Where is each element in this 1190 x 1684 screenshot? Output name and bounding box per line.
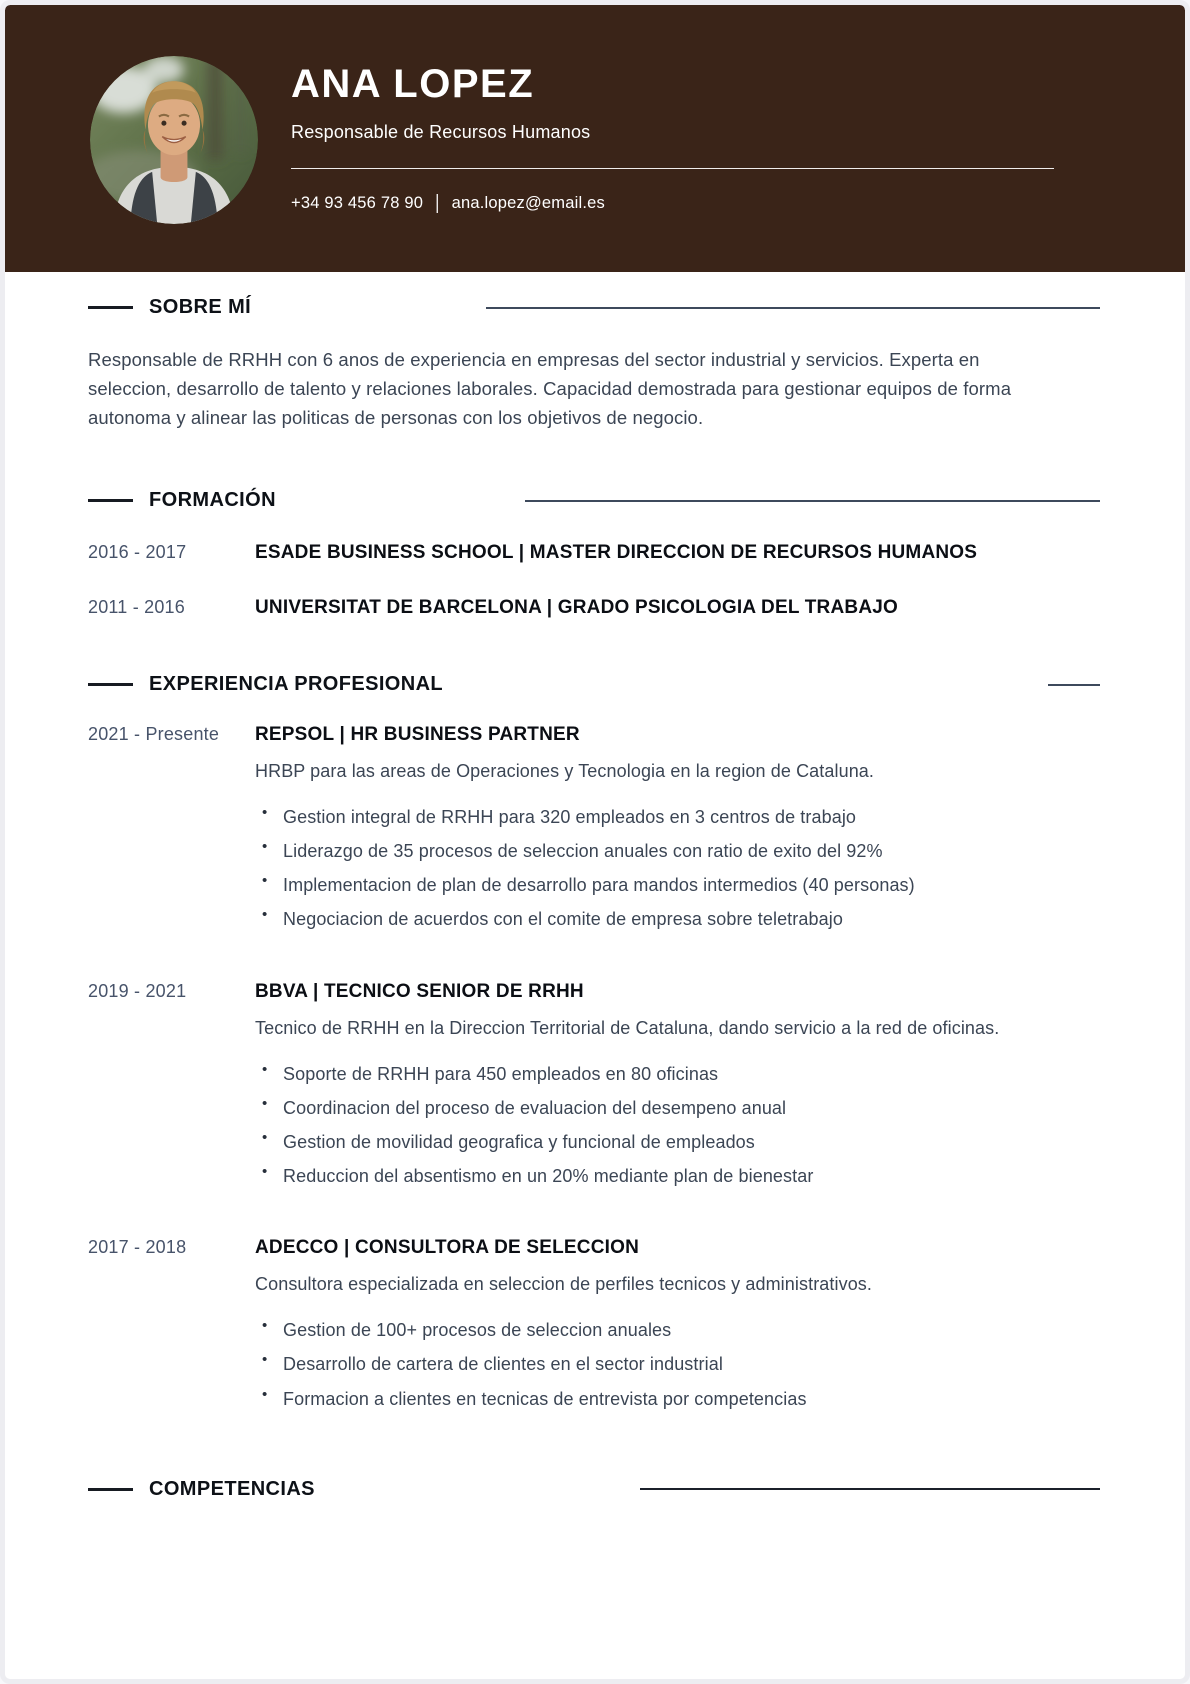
heading-rule (640, 1488, 1100, 1490)
about-paragraph: Responsable de RRHH con 6 anos de experiencia en empresas del sector industrial y servicios. Experta en seleccion, desarrollo de talento y relaciones laborales. Capacidad demostrada para gestionar equipos de forma autonoma y alinear las politicas de personas con los objetivos de negocio. (88, 349, 1012, 428)
job-bullet: • Reduccion del absentismo en un 20% mediante plan de bienestar (255, 1159, 1100, 1193)
job-summary: Consultora especializada en seleccion de perfiles tecnicos y administrativos. (255, 1274, 873, 1295)
section-about (88, 296, 1100, 432)
education-period: 2016 - 2017 (88, 542, 187, 562)
job-bullet: • Implementacion de plan de desarrollo para mandos intermedios (40 personas) (255, 868, 1100, 902)
heading-dash (88, 1488, 133, 1491)
section-skills-header (88, 1478, 1100, 1501)
job-bullet-list (255, 1057, 1100, 1193)
header (5, 5, 1185, 272)
contact-separator: | (435, 191, 440, 215)
job-bullet: • Desarrollo de cartera de clientes en el sector industrial (255, 1347, 1100, 1381)
job-bullet: • Liderazgo de 35 procesos de seleccion anuales con ratio de exito del 92% (255, 834, 1100, 868)
education-period: 2011 - 2016 (88, 597, 185, 617)
section-skills-title: COMPETENCIAS (149, 1477, 315, 1500)
job-bullet: • Gestion de movilidad geografica y funcional de empleados (255, 1125, 1100, 1159)
job-entry (88, 981, 1100, 1194)
job-title: BBVA | TECNICO SENIOR DE RRHH (255, 980, 584, 1002)
job-period: 2021 - Presente (88, 724, 220, 744)
job-entry (88, 724, 1100, 937)
section-experience (88, 673, 1100, 1416)
job-list (88, 724, 1100, 1416)
job-bullet: • Coordinacion del proceso de evaluacion del desempeno anual (255, 1091, 1100, 1125)
email-address: ana.lopez@email.es (451, 194, 605, 212)
education-entry (88, 597, 1100, 619)
header-divider (291, 168, 1054, 169)
profile-photo (90, 56, 258, 224)
job-period: 2019 - 2021 (88, 980, 187, 1001)
section-skills (88, 1478, 1100, 1501)
job-title: ADECCO | CONSULTORA DE SELECCION (255, 1237, 639, 1259)
job-bullet: • Soporte de RRHH para 450 empleados en 80 oficinas (255, 1057, 1100, 1091)
job-summary: HRBP para las areas de Operaciones y Tecnologia en la region de Cataluna. (255, 761, 875, 781)
heading-dash (88, 683, 133, 686)
education-title: UNIVERSITAT DE BARCELONA | GRADO PSICOLOGIA DEL TRABAJO (255, 597, 898, 618)
phone-number: +34 93 456 78 90 (291, 194, 424, 212)
person-name: ANA LOPEZ (291, 62, 535, 106)
job-bullet: • Formacion a clientes en tecnicas de entrevista por competencias (255, 1382, 1100, 1416)
section-about-header (88, 296, 1100, 319)
section-about-title: SOBRE MÍ (149, 296, 252, 318)
education-title: ESADE BUSINESS SCHOOL | MASTER DIRECCION DE RECURSOS HUMANOS (255, 542, 978, 563)
job-summary: Tecnico de RRHH en la Direccion Territorial de Cataluna, dando servicio a la red de oficinas. (255, 1017, 1000, 1038)
job-title: REPSOL | HR BUSINESS PARTNER (255, 724, 580, 745)
section-experience-header (88, 673, 1100, 696)
heading-rule (486, 307, 1100, 309)
contact-line (291, 191, 1185, 215)
job-bullet-list (255, 1313, 1100, 1415)
job-period: 2017 - 2018 (88, 1237, 187, 1258)
education-entry (88, 542, 1100, 564)
job-entry (88, 1237, 1100, 1415)
section-experience-title: EXPERIENCIA PROFESIONAL (149, 673, 444, 695)
job-bullet: • Gestion integral de RRHH para 320 empleados en 3 centros de trabajo (255, 800, 1100, 834)
resume-body (5, 272, 1185, 1501)
section-education (88, 489, 1100, 619)
person-role: Responsable de Recursos Humanos (291, 122, 591, 142)
heading-dash (88, 499, 133, 502)
section-education-header (88, 489, 1100, 512)
job-bullet-list (255, 800, 1100, 936)
job-bullet: • Negociacion de acuerdos con el comite de empresa sobre teletrabajo (255, 902, 1100, 936)
heading-dash (88, 306, 133, 309)
heading-rule (1048, 684, 1100, 686)
section-education-title: FORMACIÓN (149, 489, 276, 511)
job-bullet: • Gestion de 100+ procesos de seleccion anuales (255, 1313, 1100, 1347)
heading-rule (525, 500, 1100, 502)
education-list (88, 542, 1100, 619)
